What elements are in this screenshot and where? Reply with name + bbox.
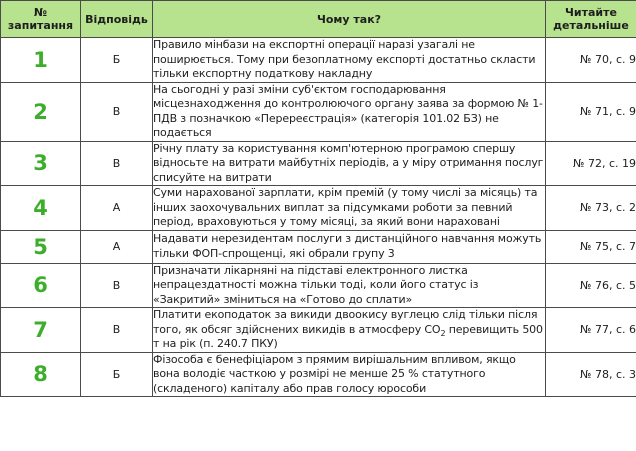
answer-letter: В — [81, 263, 153, 308]
question-number: 3 — [1, 141, 81, 186]
question-number: 5 — [1, 230, 81, 263]
header-row — [1, 1, 636, 38]
explanation-text-tail: перевищить 500 т на рік (п. 240.7 ПКУ) — [153, 322, 543, 350]
reference: № 76, с. 5 — [546, 263, 636, 308]
header-read-more: Читайте детальніше — [546, 1, 636, 38]
answer-letter: В — [81, 141, 153, 186]
explanation: Призначати лікарняні на підставі електронного листка непрацездатності можна тільки тоді, коли його статус із «Закритий» зміниться на «Готово до сплати» — [153, 263, 546, 308]
explanation: Надавати нерезидентам послуги з дистанційного навчання можуть тільки ФОП-спрощенці, які обрали групу 3 — [153, 230, 546, 263]
question-number: 7 — [1, 308, 81, 353]
answer-letter: А — [81, 186, 153, 231]
reference: № 73, с. 2 — [546, 186, 636, 231]
question-number: 4 — [1, 186, 81, 231]
table-row — [1, 308, 636, 353]
table-row — [1, 141, 636, 186]
header-question-no: № запитання — [1, 1, 81, 38]
reference: № 78, с. 3 — [546, 352, 636, 397]
table-row — [1, 263, 636, 308]
explanation-text: Платити екоподаток за викиди двоокису вуглецю слід тільки після того, як обсяг здійснених викидів в атмосферу СО — [153, 308, 538, 336]
explanation: Річну плату за користування комп'ютерною програмою спершу відносьте на витрати майбутніх періодів, а у міру отримання послуг списуйте на витрати — [153, 141, 546, 186]
answer-letter: В — [81, 308, 153, 353]
table-row — [1, 352, 636, 397]
explanation: На сьогодні у разі зміни суб'єктом господарювання місцезнаходження до контролюючого органу заява за формою № 1-ПДВ з позначкою «Перереєстрація» (категорія 101.02 БЗ) не подається — [153, 82, 546, 141]
explanation — [153, 308, 546, 353]
explanation: Суми нарахованої зарплати, крім премій (у тому числі за місяць) та інших заохочувальних виплат за підсумками роботи за певний період, враховуються у тому місяці, за який вони нараховані — [153, 186, 546, 231]
table-row — [1, 82, 636, 141]
reference: № 71, с. 9 — [546, 82, 636, 141]
answer-letter: А — [81, 230, 153, 263]
table-row — [1, 38, 636, 83]
question-number: 1 — [1, 38, 81, 83]
question-number: 8 — [1, 352, 81, 397]
explanation: Правило мінбази на експортні операції наразі узагалі не поширюється. Тому при безоплатному експорті достатньо скласти тільки експортну податкову накладну — [153, 38, 546, 83]
reference: № 72, с. 19 — [546, 141, 636, 186]
explanation: Фізособа є бенефіціаром з прямим вирішальним впливом, якщо вона володіє часткою у розмірі не менше 25 % статутного (складеного) капіталу або прав голосу юрособи — [153, 352, 546, 397]
header-answer: Відповідь — [81, 1, 153, 38]
reference: № 77, с. 6 — [546, 308, 636, 353]
question-number: 6 — [1, 263, 81, 308]
reference: № 70, с. 9 — [546, 38, 636, 83]
reference: № 75, с. 7 — [546, 230, 636, 263]
question-number: 2 — [1, 82, 81, 141]
co2-subscript: 2 — [440, 328, 446, 338]
answer-letter: Б — [81, 352, 153, 397]
table-row — [1, 186, 636, 231]
answer-letter: В — [81, 82, 153, 141]
table-row — [1, 230, 636, 263]
header-why: Чому так? — [153, 1, 546, 38]
answer-letter: Б — [81, 38, 153, 83]
